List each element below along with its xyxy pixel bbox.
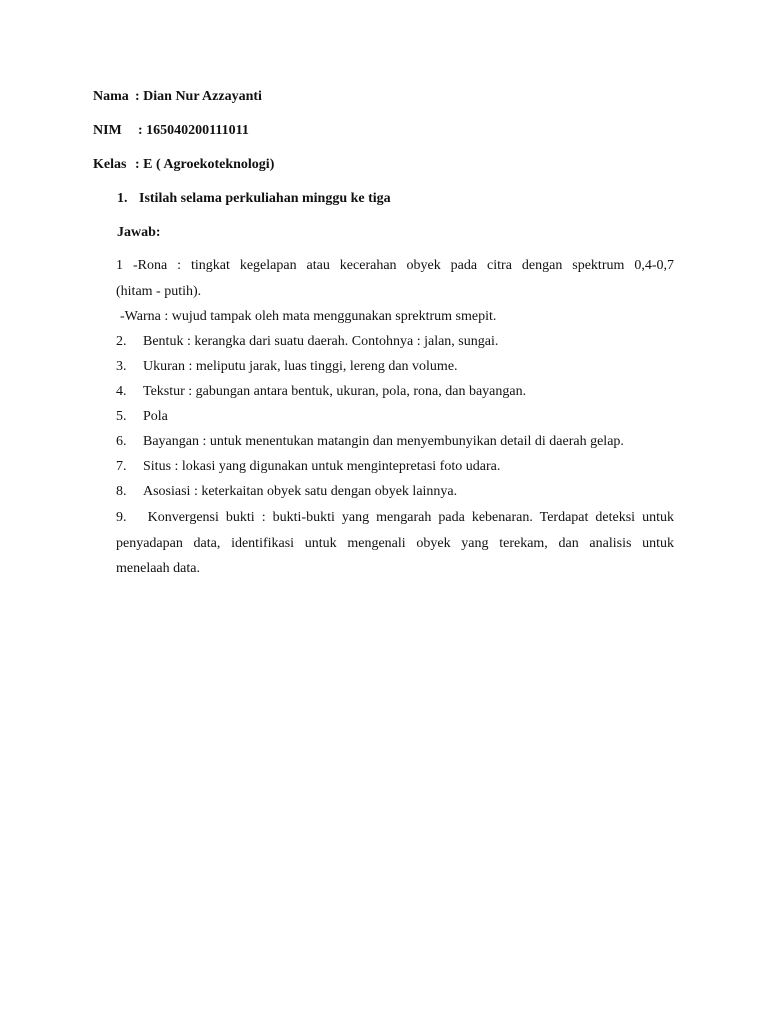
- item-text: Ukuran : meliputu jarak, luas tinggi, lereng dan volume.: [143, 359, 458, 374]
- question-number: 1.: [117, 191, 128, 206]
- nama-label: Nama: [93, 89, 129, 104]
- item-text: Pola: [143, 409, 168, 424]
- item-number: 4.: [116, 384, 127, 399]
- item-text: Bentuk : kerangka dari suatu daerah. Contohnya : jalan, sungai.: [143, 334, 499, 349]
- list-item-4: [116, 383, 526, 400]
- list-item-7: [116, 458, 500, 475]
- question-heading: [117, 190, 391, 207]
- item-number: 5.: [116, 409, 127, 424]
- konvergensi-line-1: 9. Konvergensi bukti : bukti-bukti yang mengarah pada kebenaran. Terdapat deteksi untuk: [116, 510, 674, 525]
- item-number: 8.: [116, 484, 127, 499]
- item-text: Tekstur : gabungan antara bentuk, ukuran, pola, rona, dan bayangan.: [143, 384, 527, 399]
- list-item-5: [116, 408, 168, 425]
- nim-label: NIM: [93, 123, 122, 138]
- kelas-label: Kelas: [93, 157, 127, 172]
- list-item-3: [116, 358, 458, 375]
- item-number: 2.: [116, 334, 127, 349]
- item-number: 6.: [116, 434, 127, 449]
- nim-value: : 165040200111011: [138, 123, 249, 138]
- kelas-value: : E ( Agroekoteknologi): [135, 157, 275, 172]
- question-text: Istilah selama perkuliahan minggu ke tiga: [139, 191, 391, 206]
- item-text: Situs : lokasi yang digunakan untuk mengintepretasi foto udara.: [143, 459, 501, 474]
- warna-line: -Warna : wujud tampak oleh mata menggunakan sprektrum smepit.: [120, 309, 497, 324]
- item-number: 3.: [116, 359, 127, 374]
- item-text: Asosiasi : keterkaitan obyek satu dengan obyek lainnya.: [143, 484, 458, 499]
- nim-row: [93, 122, 249, 139]
- konvergensi-line-2: penyadapan data, identifikasi untuk mengenali obyek yang terekam, dan analisis untuk: [116, 536, 674, 551]
- list-item-6: [116, 433, 624, 450]
- rona-line-1: 1 -Rona : tingkat kegelapan atau kecerahan obyek pada citra dengan spektrum 0,4-0,7: [116, 258, 674, 273]
- kelas-row: [93, 156, 274, 173]
- nama-value: : Dian Nur Azzayanti: [135, 89, 262, 104]
- answer-label: Jawab:: [117, 225, 161, 240]
- list-item-2: [116, 333, 498, 350]
- rona-line-2: (hitam - putih).: [116, 284, 202, 299]
- item-text: Bayangan : untuk menentukan matangin dan menyembunyikan detail di daerah gelap.: [143, 434, 624, 449]
- list-item-8: [116, 483, 457, 500]
- nama-row: [93, 88, 262, 105]
- item-number: 7.: [116, 459, 127, 474]
- konvergensi-line-3: menelaah data.: [116, 561, 200, 576]
